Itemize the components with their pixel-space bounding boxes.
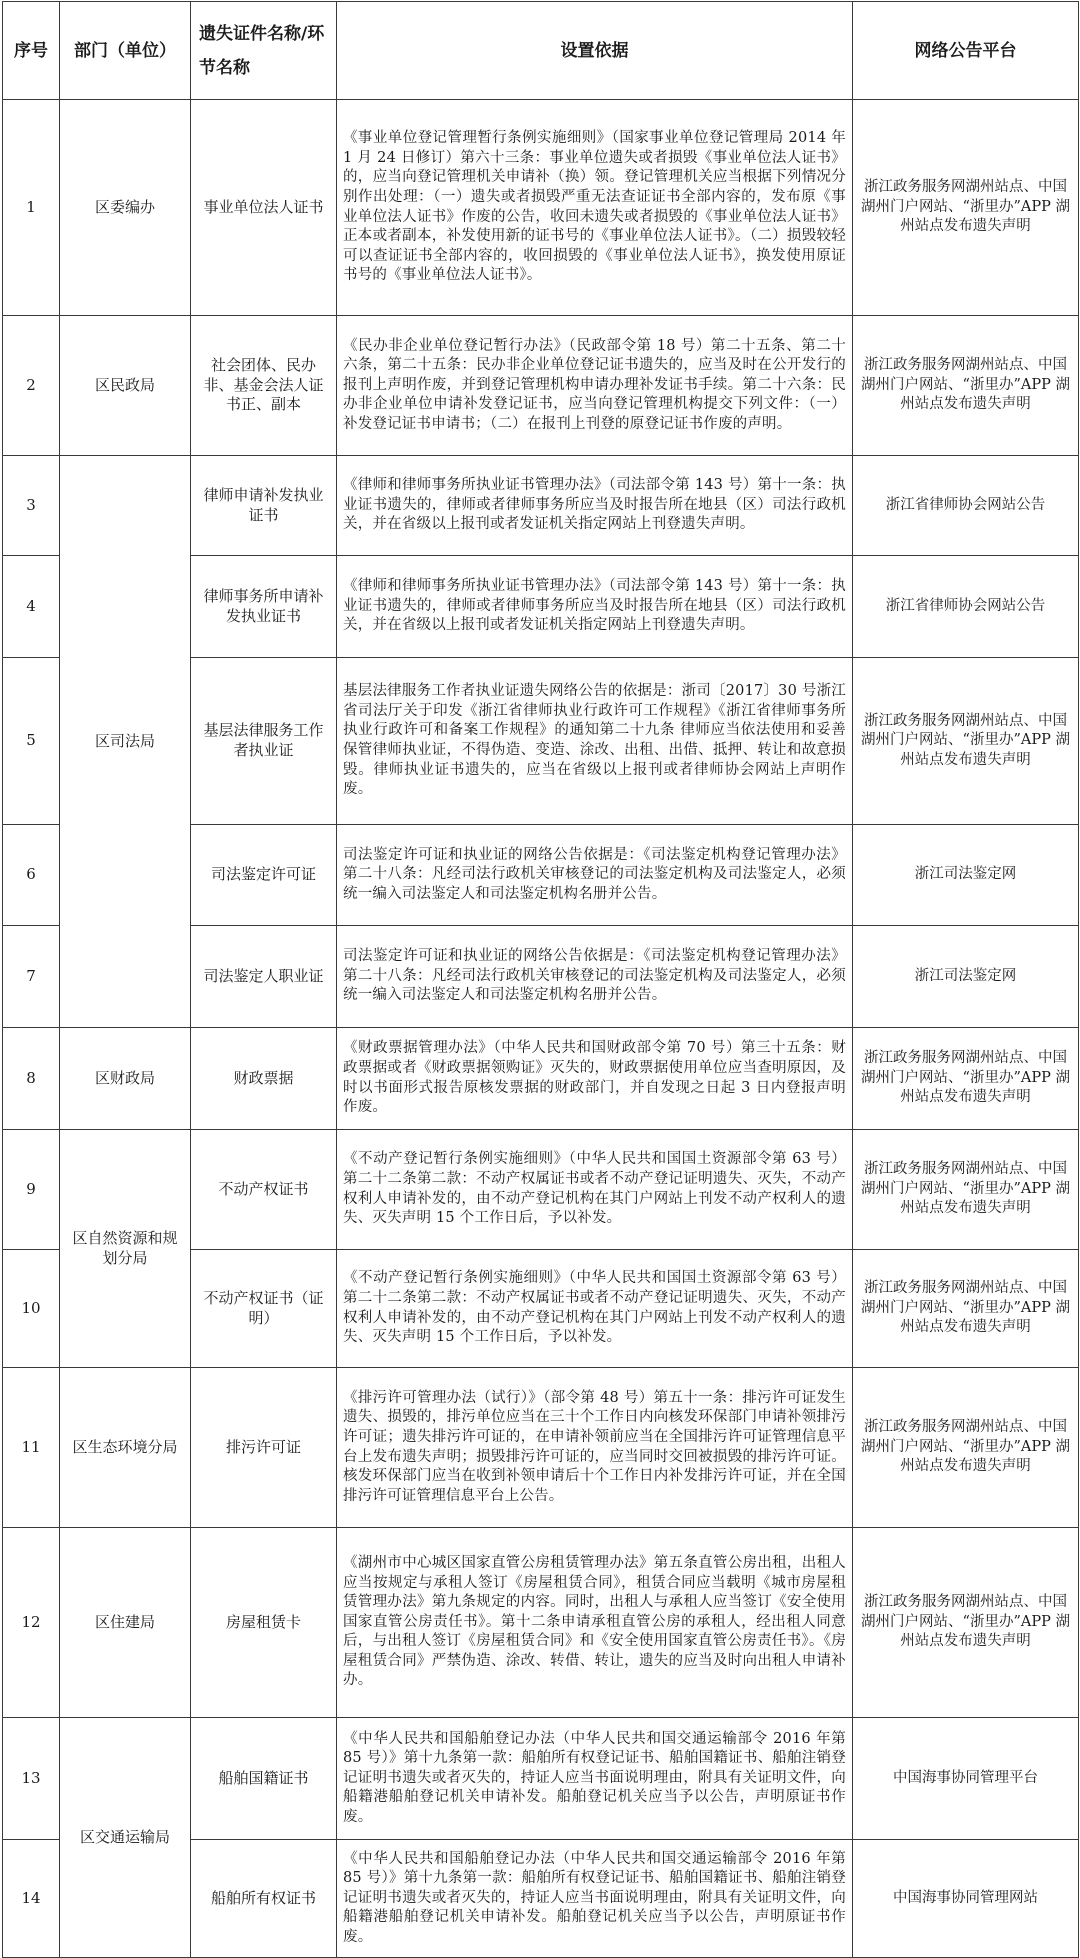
- row-certificate: 社会团体、民办非、基金会法人证书正、副本: [191, 316, 337, 456]
- row-index: 14: [3, 1840, 60, 1958]
- row-index: 2: [3, 316, 60, 456]
- table-row: [3, 100, 1079, 316]
- row-basis: 《律师和律师事务所执业证书管理办法》（司法部令第 143 号）第十一条：执业证书遗失的，律师或者律师事务所应当及时报告所在地县（区）司法行政机关，并在省级以上报刊或者发证机关指定网站上刊登遗失声明。: [337, 556, 853, 658]
- table-row: [3, 1718, 1079, 1840]
- row-certificate: 司法鉴定许可证: [191, 825, 337, 926]
- row-index: 10: [3, 1250, 60, 1368]
- row-basis: 《财政票据管理办法》（中华人民共和国财政部令第 70 号）第三十五条：财政票据或者《财政票据领购证》灭失的，财政票据使用单位应当查明原因，及时以书面形式报告原核发票据的财政部门，并自发现之日起 3 日内登报声明作废。: [337, 1028, 853, 1130]
- row-index: 9: [3, 1130, 60, 1250]
- row-platform: 浙江政务服务网湖州站点、中国湖州门户网站、“浙里办”APP 湖州站点发布遗失声明: [853, 1368, 1079, 1528]
- row-basis: 《排污许可管理办法（试行）》（部令第 48 号）第五十一条：排污许可证发生遗失、损毁的，排污单位应当在三十个工作日内向核发环保部门申请补领排污许可证；遗失排污许可证的，在申请补领前应当在全国排污许可证管理信息平台上发布遗失声明；损毁排污许可证的，应当同时交回被损毁的排污许可证。核发环保部门应当在收到补领申请后十个工作日内补发排污许可证，并在全国排污许可证管理信息平台上公告。: [337, 1368, 853, 1528]
- row-index: 1: [3, 100, 60, 316]
- row-index: 6: [3, 825, 60, 926]
- row-platform: 浙江司法鉴定网: [853, 926, 1079, 1028]
- row-platform: 浙江政务服务网湖州站点、中国湖州门户网站、“浙里办”APP 湖州站点发布遗失声明: [853, 1528, 1079, 1718]
- table-row: [3, 1368, 1079, 1528]
- row-index: 8: [3, 1028, 60, 1130]
- row-certificate: 不动产权证书（证明）: [191, 1250, 337, 1368]
- row-basis: 《不动产登记暂行条例实施细则》（中华人民共和国国土资源部令第 63 号）第二十二条第二款：不动产权属证书或者不动产登记证明遗失、灭失，不动产权利人申请补发的，由不动产登记机构在其门户网站上刊发不动产权利人的遗失、灭失声明 15 个工作日后，予以补发。: [337, 1130, 853, 1250]
- row-department: 区住建局: [60, 1528, 191, 1718]
- row-certificate: 排污许可证: [191, 1368, 337, 1528]
- row-index: 5: [3, 658, 60, 825]
- row-index: 7: [3, 926, 60, 1028]
- row-platform: 浙江司法鉴定网: [853, 825, 1079, 926]
- row-certificate: 不动产权证书: [191, 1130, 337, 1250]
- table-row: [3, 456, 1079, 556]
- row-basis: 《民办非企业单位登记暂行办法》（民政部令第 18 号）第二十五条、第二十六条，第二十五条：民办非企业单位登记证书遗失的，应当及时在公开发行的报刊上声明作废，并到登记管理机构申请办理补发证书手续。第二十六条：民办非企业单位申请补发登记证书，应当向登记管理机构提交下列文件：（一）补发登记证书申请书；（二）在报刊上刊登的原登记证书作废的声明。: [337, 316, 853, 456]
- row-basis: 《中华人民共和国船舶登记办法（中华人民共和国交通运输部令 2016 年第 85 号）》第十九条第一款：船舶所有权登记证书、船舶国籍证书、船舶注销登记证明书遗失或者灭失的，持证人应当书面说明理由，附具有关证明文件，向船籍港船舶登记机关申请补发。船舶登记机关应当予以公告，声明原证书作废。: [337, 1718, 853, 1840]
- header-certificate-name: 遗失证件名称/环节名称: [191, 2, 337, 100]
- header-index: 序号: [3, 2, 60, 100]
- row-department: 区委编办: [60, 100, 191, 316]
- row-index: 12: [3, 1528, 60, 1718]
- row-department: 区民政局: [60, 316, 191, 456]
- row-department: 区生态环境分局: [60, 1368, 191, 1528]
- row-platform: 浙江政务服务网湖州站点、中国湖州门户网站、“浙里办”APP 湖州站点发布遗失声明: [853, 316, 1079, 456]
- row-basis: 《中华人民共和国船舶登记办法（中华人民共和国交通运输部令 2016 年第 85 号）》第十九条第一款：船舶所有权登记证书、船舶国籍证书、船舶注销登记证明书遗失或者灭失的，持证人应当书面说明理由，附具有关证明文件，向船籍港船舶登记机关申请补发。船舶登记机关应当予以公告，声明原证书作废。: [337, 1840, 853, 1958]
- lost-certificate-table: [2, 1, 1079, 1958]
- row-department: 区财政局: [60, 1028, 191, 1130]
- row-certificate: 司法鉴定人职业证: [191, 926, 337, 1028]
- header-department: 部门（单位）: [60, 2, 191, 100]
- row-platform: 浙江政务服务网湖州站点、中国湖州门户网站、“浙里办”APP 湖州站点发布遗失声明: [853, 658, 1079, 825]
- row-index: 3: [3, 456, 60, 556]
- row-platform: 中国海事协同管理平台: [853, 1718, 1079, 1840]
- row-basis: 基层法律服务工作者执业证遗失网络公告的依据是：浙司〔2017〕30 号浙江省司法厅关于印发《浙江省律师执业行政许可工作规程》《浙江省律师事务所执业行政许可和备案工作规程》的通知第二十九条 律师应当依法使用和妥善保管律师执业证，不得伪造、变造、涂改、出租、出借、抵押、转让和故意损毁。律师执业证书遗失的，应当在省级以上报刊或者律师协会网站上声明作废。: [337, 658, 853, 825]
- row-index: 13: [3, 1718, 60, 1840]
- row-platform: 浙江政务服务网湖州站点、中国湖州门户网站、“浙里办”APP 湖州站点发布遗失声明: [853, 1028, 1079, 1130]
- row-index: 11: [3, 1368, 60, 1528]
- row-index: 4: [3, 556, 60, 658]
- row-basis: 《事业单位登记管理暂行条例实施细则》（国家事业单位登记管理局 2014 年 1 月 24 日修订）第六十三条：事业单位遗失或者损毁《事业单位法人证书》的，应当向登记管理机关申请补（换）领。登记管理机关应当根据下列情况分别作出处理：（一）遗失或者损毁严重无法查证证书全部内容的，发布原《事业单位法人证书》作废的公告，收回未遗失或者损毁的《事业单位法人证书》正本或者副本，补发使用新的证书号的《事业单位法人证书》。（二）损毁较轻可以查证证书全部内容的，收回损毁的《事业单位法人证书》，换发使用原证书号的《事业单位法人证书》。: [337, 100, 853, 316]
- row-basis: 司法鉴定许可证和执业证的网络公告依据是：《司法鉴定机构登记管理办法》第二十八条：凡经司法行政机关审核登记的司法鉴定机构及司法鉴定人，必须统一编入司法鉴定人和司法鉴定机构名册并公告。: [337, 926, 853, 1028]
- header-platform: 网络公告平台: [853, 2, 1079, 100]
- row-platform: 中国海事协同管理网站: [853, 1840, 1079, 1958]
- row-basis: 《湖州市中心城区国家直管公房租赁管理办法》第五条直管公房出租，出租人应当按规定与承租人签订《房屋租赁合同》，租赁合同应当载明《城市房屋租赁管理办法》第九条规定的内容。同时，出租人与承租人应当签订《安全使用国家直管公房责任书》。第十二条申请承租直管公房的承租人，经出租人同意后，与出租人签订《房屋租赁合同》和《安全使用国家直管公房责任书》。《房屋租赁合同》严禁伪造、涂改、转借、转让，遗失的应当及时向出租人申请补办。: [337, 1528, 853, 1718]
- row-certificate: 基层法律服务工作者执业证: [191, 658, 337, 825]
- header-row: [3, 2, 1079, 100]
- row-certificate: 房屋租赁卡: [191, 1528, 337, 1718]
- row-platform: 浙江政务服务网湖州站点、中国湖州门户网站、“浙里办”APP 湖州站点发布遗失声明: [853, 1130, 1079, 1250]
- row-department: 区司法局: [60, 456, 191, 1028]
- row-certificate: 律师申请补发执业证书: [191, 456, 337, 556]
- document-page: [2, 1, 1078, 1958]
- table-row: [3, 316, 1079, 456]
- table-row: [3, 1028, 1079, 1130]
- row-platform: 浙江省律师协会网站公告: [853, 556, 1079, 658]
- row-certificate: 船舶所有权证书: [191, 1840, 337, 1958]
- row-department: 区自然资源和规划分局: [60, 1130, 191, 1368]
- row-certificate: 律师事务所申请补发执业证书: [191, 556, 337, 658]
- row-certificate: 船舶国籍证书: [191, 1718, 337, 1840]
- table-row: [3, 1130, 1079, 1250]
- row-certificate: 事业单位法人证书: [191, 100, 337, 316]
- table-row: [3, 1528, 1079, 1718]
- row-certificate: 财政票据: [191, 1028, 337, 1130]
- header-basis: 设置依据: [337, 2, 853, 100]
- row-platform: 浙江省律师协会网站公告: [853, 456, 1079, 556]
- row-platform: 浙江政务服务网湖州站点、中国湖州门户网站、“浙里办”APP 湖州站点发布遗失声明: [853, 100, 1079, 316]
- row-basis: 《律师和律师事务所执业证书管理办法》（司法部令第 143 号）第十一条：执业证书遗失的，律师或者律师事务所应当及时报告所在地县（区）司法行政机关，并在省级以上报刊或者发证机关指定网站上刊登遗失声明。: [337, 456, 853, 556]
- row-department: 区交通运输局: [60, 1718, 191, 1958]
- row-platform: 浙江政务服务网湖州站点、中国湖州门户网站、“浙里办”APP 湖州站点发布遗失声明: [853, 1250, 1079, 1368]
- row-basis: 司法鉴定许可证和执业证的网络公告依据是：《司法鉴定机构登记管理办法》第二十八条：凡经司法行政机关审核登记的司法鉴定机构及司法鉴定人，必须统一编入司法鉴定人和司法鉴定机构名册并公告。: [337, 825, 853, 926]
- row-basis: 《不动产登记暂行条例实施细则》（中华人民共和国国土资源部令第 63 号）第二十二条第二款：不动产权属证书或者不动产登记证明遗失、灭失，不动产权利人申请补发的，由不动产登记机构在其门户网站上刊发不动产权利人的遗失、灭失声明 15 个工作日后，予以补发。: [337, 1250, 853, 1368]
